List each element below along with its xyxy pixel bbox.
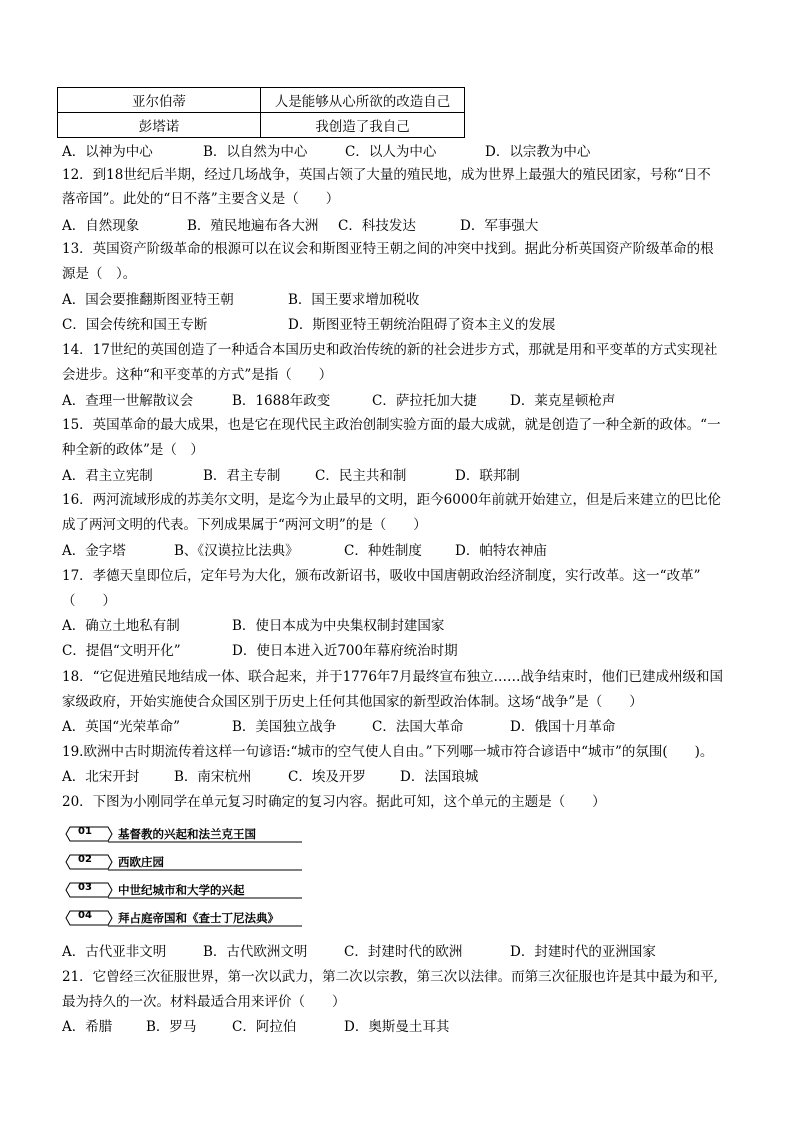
option-b: B．罗马 bbox=[146, 1019, 197, 1035]
option-b: B．古代欧洲文明 bbox=[203, 944, 308, 960]
option-c: C．萨拉托加大捷 bbox=[372, 393, 477, 409]
option-b: B．君主专制 bbox=[203, 468, 281, 484]
option-c: C．民主共和制 bbox=[315, 468, 407, 484]
option-d: D．以宗教为中心 bbox=[485, 144, 591, 160]
option-a: A．君主立宪制 bbox=[62, 468, 153, 484]
option-b: B．南宋杭州 bbox=[174, 769, 252, 785]
q12-stem-line1: 12．到18世纪后半期，经过几场战争，英国占领了大量的殖民地，成为世界上最强大的殖民团家，号称“日不 bbox=[62, 167, 711, 183]
quote-table bbox=[57, 87, 465, 138]
option-d: D．使日本进入近700年幕府统治时期 bbox=[232, 643, 458, 659]
option-c: C．提倡“文明开化” bbox=[62, 643, 181, 659]
q13-stem-line1: 13．英国资产阶级革命的根源可以在议会和斯图亚特王朝之间的冲突中找到。据此分析英国资产阶级革命的根 bbox=[62, 241, 714, 257]
option-c: C．阿拉伯 bbox=[232, 1019, 297, 1035]
option-a: A．国会要推翻斯图亚特王朝 bbox=[62, 292, 234, 308]
option-a: A．以神为中心 bbox=[62, 144, 153, 160]
option-d: D．莱克星顿枪声 bbox=[510, 393, 616, 409]
banner-text: 基督教的兴起和法兰克王国 bbox=[118, 827, 256, 841]
q13-stem-line2: 源是（ ）。 bbox=[62, 266, 137, 282]
option-a: A．北宋开封 bbox=[62, 769, 140, 785]
table-cell-quote: 我创造了我自己 bbox=[261, 113, 465, 138]
q12-stem-line2: 落帝国”。此处的“日不落”主要含义是（ ） bbox=[62, 191, 340, 207]
option-a: A．自然现象 bbox=[62, 218, 140, 234]
review-banner-1 bbox=[64, 824, 304, 844]
banner-number: 04 bbox=[78, 910, 92, 921]
banner-shape bbox=[64, 852, 304, 872]
option-a: A．古代亚非文明 bbox=[62, 944, 167, 960]
option-c: C．以人为中心 bbox=[345, 144, 437, 160]
option-d: D．帕特农神庙 bbox=[455, 543, 547, 559]
option-a: A．金字塔 bbox=[62, 543, 126, 559]
option-c: C．埃及开罗 bbox=[288, 769, 366, 785]
q17-stem-line1: 17．孝德天皇即位后，定年号为大化，颁布改新诏书，吸收中国唐朝政治经济制度，实行改革。这一“改革” bbox=[62, 568, 701, 584]
review-banner-3 bbox=[64, 880, 304, 900]
option-b: B．使日本成为中央集权制封建国家 bbox=[232, 618, 445, 634]
banner-number: 01 bbox=[78, 826, 92, 837]
q19-stem: 19.欧洲中古时期流传着这样一句谚语:“城市的空气使人自由。”下列哪一城市符合谚语中“城市”的氛围( )。 bbox=[62, 744, 714, 760]
option-b: B．1688年政变 bbox=[232, 393, 331, 409]
banner-number: 02 bbox=[78, 854, 92, 865]
option-b: B．国王要求增加税收 bbox=[288, 292, 420, 308]
banner-text: 西欧庄园 bbox=[118, 855, 164, 869]
option-d: D．斯图亚特王朝统治阻碍了资本主义的发展 bbox=[288, 317, 556, 333]
table-row bbox=[58, 88, 465, 113]
q20-stem: 20．下图为小刚同学在单元复习时确定的复习内容。据此可知，这个单元的主题是（ ） bbox=[62, 794, 606, 810]
q18-stem-line1: 18．“它促进殖民地结成一体、联合起来，并于1776年7月最终宣布独立……战争结束时，他们已建成州级和国 bbox=[62, 669, 724, 685]
option-c: C．封建时代的欧洲 bbox=[344, 944, 463, 960]
option-a: A．希腊 bbox=[62, 1019, 113, 1035]
q14-stem-line1: 14．17世纪的英国创造了一种适合本国历史和政治传统的新的社会进步方式，那就是用和平变革的方式实现社 bbox=[62, 342, 718, 358]
option-d: D．奥斯曼土耳其 bbox=[344, 1019, 450, 1035]
q18-stem-line2: 家级政府，开始实施使合众国区别于历史上任何其他国家的新型政治体制。这场“战争”是（ ） bbox=[62, 694, 643, 710]
option-b: B．以自然为中心 bbox=[203, 144, 308, 160]
option-d: D．俄国十月革命 bbox=[510, 719, 616, 735]
option-a: A．英国“光荣革命” bbox=[62, 719, 181, 735]
review-banner-4 bbox=[64, 908, 304, 928]
table-cell-quote: 人是能够从心所欲的改造自己 bbox=[261, 88, 465, 113]
q21-stem-line2: 最为持久的一次。材料最适合用来评价（ ） bbox=[62, 994, 346, 1010]
q14-stem-line2: 会进步。这种“和平变革的方式”是指（ ） bbox=[62, 367, 333, 383]
option-c: C．种姓制度 bbox=[344, 543, 422, 559]
option-a: A．确立土地私有制 bbox=[62, 618, 180, 634]
banner-number: 03 bbox=[78, 882, 92, 893]
option-b: B、《汉谟拉比法典》 bbox=[174, 543, 299, 559]
option-c: C．国会传统和国王专断 bbox=[62, 317, 208, 333]
option-c: C．法国大革命 bbox=[372, 719, 464, 735]
option-b: B．殖民地遍布各大洲 bbox=[187, 218, 319, 234]
banner-text: 拜占庭帝国和《查士丁尼法典》 bbox=[118, 911, 279, 925]
q17-stem-line2: （ ） bbox=[62, 593, 116, 609]
option-d: D．封建时代的亚洲国家 bbox=[510, 944, 656, 960]
option-b: B．美国独立战争 bbox=[232, 719, 337, 735]
q15-stem-line1: 15．英国革命的最大成果，也是它在现代民主政治创制实验方面的最大成就，就是创造了一种全新的政体。“一 bbox=[62, 417, 721, 433]
review-banner-2 bbox=[64, 852, 304, 872]
option-d: D．法国琅城 bbox=[400, 769, 479, 785]
option-d: D．联邦制 bbox=[455, 468, 520, 484]
q15-stem-line2: 种全新的政体”是（ ） bbox=[62, 442, 204, 458]
banner-text: 中世纪城市和大学的兴起 bbox=[118, 883, 245, 897]
option-a: A．查理一世解散议会 bbox=[62, 393, 194, 409]
option-c: C．科技发达 bbox=[338, 218, 416, 234]
table-cell-name: 彭塔诺 bbox=[58, 113, 261, 138]
table-row bbox=[58, 113, 465, 138]
q16-stem-line2: 成了两河文明的代表。下列成果属于“两河文明”的是（ ） bbox=[62, 517, 427, 533]
q21-stem-line1: 21．它曾经三次征服世界，第一次以武力，第二次以宗教，第三次以法律。而第三次征服也许是其中最为和平, bbox=[62, 969, 718, 985]
table-cell-name: 亚尔伯蒂 bbox=[58, 88, 261, 113]
q16-stem-line1: 16．两河流域形成的苏美尔文明，是迄今为止最早的文明，距今6000年前就开始建立，但是后来建立的巴比伦 bbox=[62, 492, 722, 508]
option-d: D．军事强大 bbox=[460, 218, 539, 234]
